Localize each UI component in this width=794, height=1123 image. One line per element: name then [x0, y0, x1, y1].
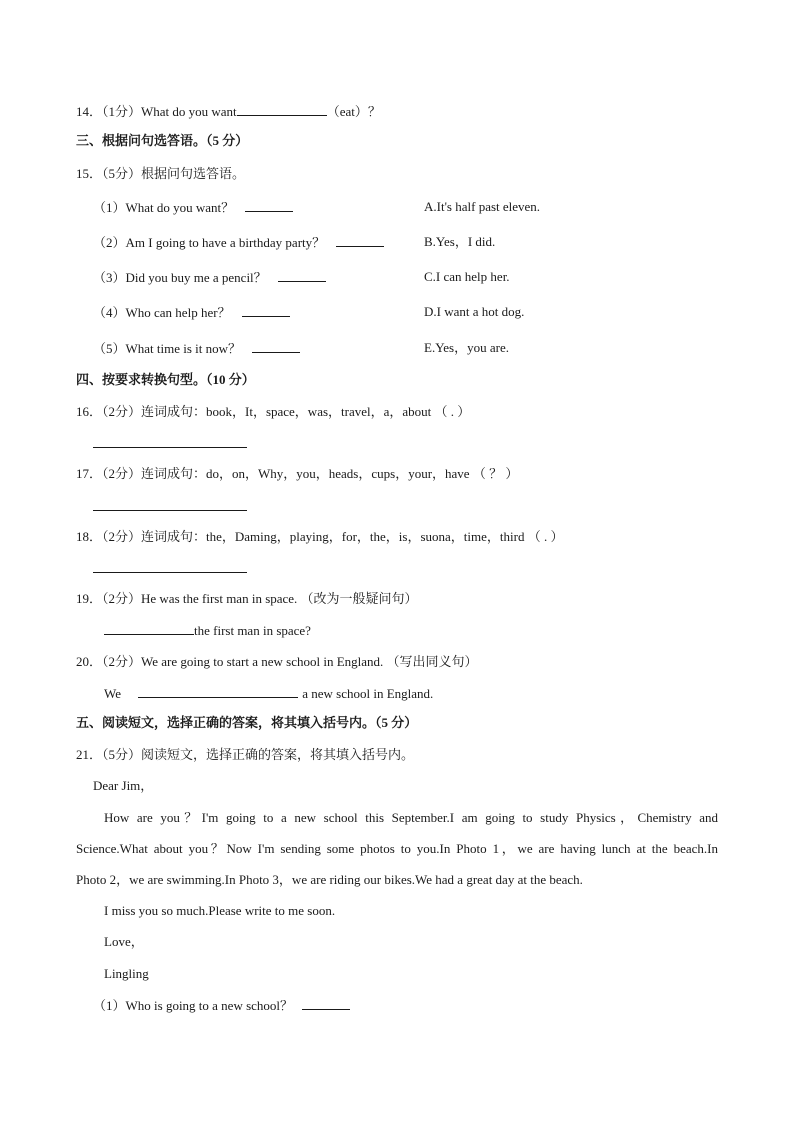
q20-answer-prefix: We [104, 686, 121, 701]
q15-blank-2[interactable] [336, 234, 384, 247]
q19-blank[interactable] [104, 622, 194, 635]
q21-sub-question-1-text: （1）Who is going to a new school？ [93, 998, 294, 1013]
section-4-title: 四、按要求转换句型。（10 分） [76, 372, 255, 387]
section-5-title: 五、阅读短文，选择正确的答案，将其填入括号内。（5 分） [76, 715, 418, 730]
q15-item-1 [93, 199, 293, 216]
question-14 [76, 103, 381, 120]
q15-blank-1[interactable] [245, 199, 293, 212]
q15-question-4: （4）Who can help her？ [93, 305, 231, 320]
q15-option-a: A.It's half past eleven. [424, 199, 541, 214]
q17-answer-line[interactable] [93, 509, 247, 511]
q15-blank-5[interactable] [252, 340, 300, 353]
q21-sub-blank-1[interactable] [302, 997, 350, 1010]
q15-question-3: （3）Did you buy me a pencil？ [93, 270, 267, 285]
question-20: 20．（2分）We are going to start a new school in England. （写出同义句） [76, 654, 478, 669]
question-21-header: 21．（5分）阅读短文，选择正确的答案，将其填入括号内。 [76, 747, 415, 762]
question-17: 17．（2分）连词成句：do，on，Why，you，heads，cups，your，have （ ？ ） [76, 466, 519, 481]
q19-answer-suffix: the first man in space? [194, 623, 311, 638]
question-19: 19．（2分）He was the first man in space. （改为一般疑问句） [76, 591, 418, 606]
q15-item-2 [93, 234, 384, 251]
q15-option-b: B.Yes，I did. [424, 234, 496, 249]
letter-signature: Lingling [104, 966, 149, 981]
q16-answer-line[interactable] [93, 446, 247, 448]
q15-question-5: （5）What time is it now？ [93, 341, 242, 356]
q18-answer-line[interactable] [93, 571, 247, 573]
q15-option-c: C.I can help her. [424, 269, 510, 284]
letter-paragraph-1-line-2: Science.What about you？Now I'm sending some photos to you.In Photo 1，we are having lunch at the beach.In [76, 841, 718, 856]
q20-blank[interactable] [138, 685, 298, 698]
q20-answer-suffix: a new school in England. [302, 686, 434, 701]
letter-closing: Love， [104, 934, 144, 949]
q15-option-d: D.I want a hot dog. [424, 304, 525, 319]
q15-question-1: （1）What do you want？ [93, 200, 235, 215]
letter-paragraph-1-line-1: How are you？I'm going to a new school this September.I am going to study Physics，Chemistry and [104, 810, 718, 825]
letter-greeting: Dear Jim， [93, 778, 154, 793]
q14-prefix: 14．（1分）What do you want [76, 104, 237, 119]
q15-blank-3[interactable] [278, 269, 326, 282]
q15-option-e: E.Yes，you are. [424, 340, 509, 355]
letter-paragraph-2: I miss you so much.Please write to me soon. [104, 903, 336, 918]
q15-blank-4[interactable] [242, 304, 290, 317]
q21-sub-question-1 [93, 997, 350, 1014]
question-15-header: 15．（5分）根据问句选答语。 [76, 166, 246, 181]
q14-suffix: （eat）？ [326, 104, 381, 119]
q15-item-5 [93, 340, 300, 357]
q15-item-4 [93, 304, 290, 321]
question-18: 18．（2分）连词成句：the，Daming，playing，for，the，is，suona，time，third （ . ） [76, 529, 564, 544]
q15-question-2: （2）Am I going to have a birthday party？ [93, 235, 326, 250]
question-16: 16．（2分）连词成句：book，It，space，was，travel，a，about （ . ） [76, 404, 471, 419]
q19-answer-row [104, 622, 311, 639]
q15-item-3 [93, 269, 326, 286]
letter-paragraph-1-line-3: Photo 2，we are swimming.In Photo 3，we are riding our bikes.We had a great day at the beach. [76, 872, 583, 887]
section-3-title: 三、根据问句选答语。（5 分） [76, 133, 249, 148]
q20-answer-row [104, 685, 433, 702]
q14-blank[interactable] [237, 103, 327, 116]
